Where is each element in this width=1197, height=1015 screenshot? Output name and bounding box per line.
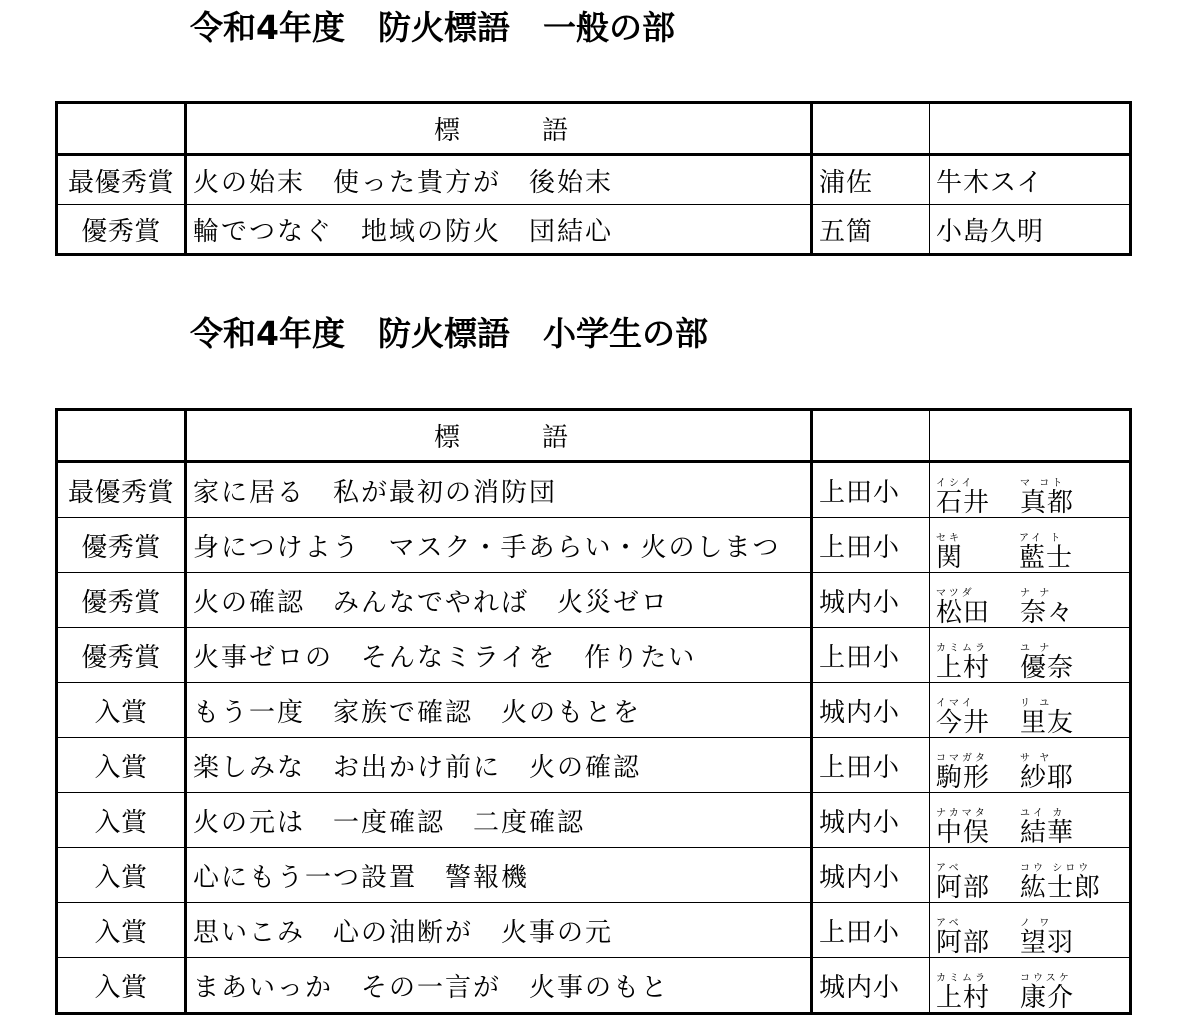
header-award-cell [57,410,186,462]
place-cell: 浦佐 [812,155,930,205]
name-cell [930,462,1131,518]
table-header-row [57,103,1131,155]
slogan-cell: まあいっか その一言が 火事のもと [186,958,812,1014]
family-name-reading: コマガタ [936,753,988,764]
given-name: 望羽 [1020,928,1075,958]
given-name-reading: ユイ カ [1020,808,1066,819]
name-cell [930,848,1131,903]
family-name-reading: ナカマタ [936,808,988,819]
name-cell [930,628,1131,683]
header-place-cell [812,103,930,155]
name-cell [930,903,1131,958]
place-cell: 五箇 [812,205,930,255]
slogan-cell: 身につけよう マスク・手あらい・火のしまつ [186,518,812,573]
slogan-cell: 火事ゼロの そんなミライを 作りたい [186,628,812,683]
award-cell: 優秀賞 [57,205,186,255]
given-name-reading: ユ ナ [1020,643,1053,654]
school-cell: 城内小 [812,793,930,848]
table-row [57,848,1131,903]
school-cell: 上田小 [812,462,930,518]
elementary-slogan-table [55,408,1132,1015]
award-cell: 入賞 [57,958,186,1014]
slogan-cell: もう一度 家族で確認 火のもとを [186,683,812,738]
elementary-section-title: 令和4年度 防火標語 小学生の部 [190,314,708,353]
given-name: 結華 [1020,818,1075,848]
name-cell [930,793,1131,848]
slogan-cell: 火の確認 みんなでやれば 火災ゼロ [186,573,812,628]
given-name: 藍士 [1019,543,1074,573]
family-name-reading: イシイ [936,478,975,489]
award-cell: 優秀賞 [57,518,186,573]
award-cell: 入賞 [57,738,186,793]
table-row [57,628,1131,683]
award-cell: 最優秀賞 [57,462,186,518]
given-name: 優奈 [1020,653,1075,683]
school-cell: 上田小 [812,628,930,683]
table-row [57,738,1131,793]
general-slogan-table [55,101,1132,256]
given-name-reading: コウ シロウ [1020,863,1092,874]
table-header-row [57,410,1131,462]
table-row [57,903,1131,958]
family-name-reading: アベ [936,863,962,874]
family-name: 上村 [936,983,991,1013]
award-cell: 優秀賞 [57,628,186,683]
slogan-cell: 輪でつなぐ 地域の防火 団結心 [186,205,812,255]
family-name-reading: カミムラ [936,973,988,984]
given-name-reading: サ ヤ [1020,753,1053,764]
family-name-reading: イマイ [936,698,975,709]
award-cell: 入賞 [57,848,186,903]
slogan-cell: 心にもう一つ設置 警報機 [186,848,812,903]
name-cell: 小島久明 [930,205,1131,255]
school-cell: 上田小 [812,738,930,793]
name-cell [930,573,1131,628]
table-row [57,518,1131,573]
award-cell: 入賞 [57,903,186,958]
family-name: 石井 [936,488,991,518]
table-row [57,573,1131,628]
family-name-reading: マツダ [936,588,975,599]
family-name-reading: アベ [936,918,962,929]
school-cell: 城内小 [812,573,930,628]
header-school-cell [812,410,930,462]
given-name-reading: リ ユ [1020,698,1053,709]
name-cell: 牛木スイ [930,155,1131,205]
header-slogan-label: 標 語 [433,116,569,146]
family-name: 中俣 [936,818,991,848]
slogan-cell: 思いこみ 心の油断が 火事の元 [186,903,812,958]
given-name: 里友 [1020,708,1075,738]
header-name-cell [930,103,1131,155]
given-name-reading: アイ ト [1019,533,1064,544]
header-award-cell [57,103,186,155]
slogan-cell: 家に居る 私が最初の消防団 [186,462,812,518]
name-cell [930,738,1131,793]
given-name-reading: ノ ワ [1020,918,1053,929]
slogan-cell: 火の始末 使った貴方が 後始末 [186,155,812,205]
given-name-reading: マ コト [1020,478,1066,489]
award-cell: 入賞 [57,793,186,848]
table-row [57,958,1131,1014]
school-cell: 城内小 [812,683,930,738]
school-cell: 上田小 [812,518,930,573]
given-name-reading: コウスケ [1020,973,1072,984]
table-row [57,155,1131,205]
family-name: 阿部 [936,873,991,903]
general-section-title: 令和4年度 防火標語 一般の部 [190,8,675,47]
header-slogan-cell [186,410,812,462]
slogan-cell: 火の元は 一度確認 二度確認 [186,793,812,848]
name-cell [930,683,1131,738]
header-slogan-label: 標 語 [433,423,569,453]
family-name: 上村 [936,653,991,683]
name-cell [930,958,1131,1014]
family-name: 阿部 [936,928,991,958]
school-cell: 上田小 [812,903,930,958]
table-row [57,793,1131,848]
family-name: 駒形 [936,763,991,793]
family-name: 関 [936,543,964,573]
table-row [57,683,1131,738]
school-cell: 城内小 [812,958,930,1014]
header-slogan-cell [186,103,812,155]
award-cell: 最優秀賞 [57,155,186,205]
header-name-cell [930,410,1131,462]
given-name-reading: ナ ナ [1020,588,1053,599]
table-row [57,205,1131,255]
name-cell [930,518,1131,573]
given-name: 奈々 [1020,598,1075,628]
award-cell: 入賞 [57,683,186,738]
family-name-reading: カミムラ [936,643,988,654]
given-name: 紘士郎 [1020,873,1102,903]
school-cell: 城内小 [812,848,930,903]
family-name: 今井 [936,708,991,738]
award-cell: 優秀賞 [57,573,186,628]
given-name: 紗耶 [1020,763,1075,793]
family-name: 松田 [936,598,991,628]
family-name-reading: セキ [936,533,962,544]
given-name: 康介 [1020,983,1075,1013]
table-row [57,462,1131,518]
slogan-cell: 楽しみな お出かけ前に 火の確認 [186,738,812,793]
given-name: 真都 [1020,488,1075,518]
